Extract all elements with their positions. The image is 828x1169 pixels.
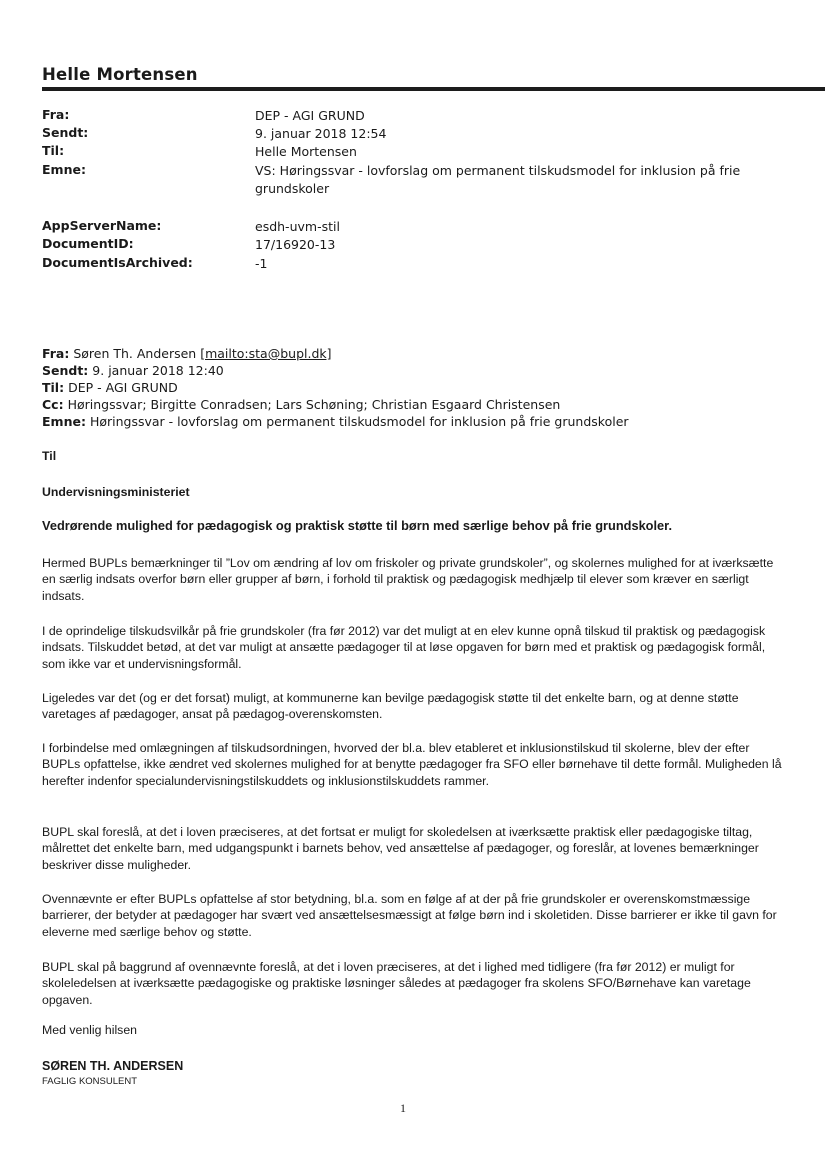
fwd-sent-line [42,362,224,379]
meta-from: DEP - AGI GRUND [255,108,365,123]
fwd-from-line [42,345,332,362]
meta-sent-label: Sendt: [42,125,89,140]
recipient: Undervisningsministeriet [42,485,190,499]
paragraph-7: BUPL skal på baggrund af ovennævnte foreslå, at det i loven præciseres, at det i lighed med tidligere (fra før 2012) er muligt for skoleledelsen at iværksætte pædagogiske og praktiske løsninger således at pædagoger fra skolens SFO/Børnehave kan varetage opgaven. [42,960,751,1007]
paragraph-1: Hermed BUPLs bemærkninger til ”Lov om ændring af lov om friskoler og private grundskoler”, og skolernes mulighed for at iværksætte en særlig indsats overfor børn eller grupper af børn, i forhold til praktisk og pædagogisk medhjælp til elever som kræver en særligt indsats. [42,556,774,603]
meta-subject-label: Emne: [42,162,86,177]
meta-archived-label: DocumentIsArchived: [42,255,193,270]
meta-archived: -1 [255,256,268,271]
meta-to: Helle Mortensen [255,144,357,159]
meta-app: esdh-uvm-stil [255,219,340,234]
fwd-cc-label: Cc: [42,397,64,412]
paragraph-3: Ligeledes var det (og er det forsat) muligt, at kommunerne kan bevilge pædagogisk støtte til det enkelte barn, og at denne støtte varetages af pædagoger, ansat på pædagog-overenskomsten. [42,691,739,722]
meta-app-label: AppServerName: [42,218,162,233]
meta-docid: 17/16920-13 [255,237,336,252]
document-owner: Helle Mortensen [42,65,198,84]
page-number: 1 [400,1101,406,1115]
fwd-to-label: Til: [42,380,65,395]
signature-name: SØREN TH. ANDERSEN [42,1059,184,1073]
signature-title: FAGLIG KONSULENT [42,1076,138,1087]
fwd-cc: Høringssvar; Birgitte Conradsen; Lars Schøning; Christian Esgaard Christensen [67,397,561,412]
fwd-cc-line [42,396,560,413]
fwd-to: DEP - AGI GRUND [68,380,178,395]
paragraph-4: I forbindelse med omlægningen af tilskudsordningen, hvorved der bl.a. blev etableret et inklusionstilskud til skolerne, blev der efter BUPLs opfattelse, ikke ændret ved skolernes mulighed for at benytte pædagoger fra SFO eller børnehave til dette formål. Muligheden lå herefter indenfor specialundervisningstilskuddets og inklusionstilskuddets rammer. [42,741,782,788]
fwd-sent: 9. januar 2018 12:40 [92,363,224,378]
meta-from-label: Fra: [42,107,70,122]
meta-docid-label: DocumentID: [42,236,134,251]
fwd-from-label: Fra: [42,346,70,361]
fwd-sent-label: Sendt: [42,363,89,378]
to-word: Til [42,449,57,463]
paragraph-5: BUPL skal foreslå, at det i loven præciseres, at det fortsat er muligt for skoledelsen at iværksætte praktisk eller pædagogiske tiltag, målrettet det enkelte barn, med udgangspunkt i barnets behov, ved ansættelse af pædagoger, og foreslår, at lovenes bemærkninger beskriver disse muligheder. [42,825,759,872]
header-rule [42,87,825,91]
paragraph-2: I de oprindelige tilskudsvilkår på frie grundskoler (fra før 2012) var det muligt at en elev kunne opnå tilskud til praktisk og pædagogisk indsats. Tilskuddet betød, at det var muligt at ansætte pædagoger til at løse opgaven for børn med et praktisk og pædagogisk formål, som ikke var et undervisningsformål. [42,624,766,671]
fwd-subject-label: Emne: [42,414,86,429]
meta-sent: 9. januar 2018 12:54 [255,126,387,141]
meta-to-label: Til: [42,143,65,158]
closing: Med venlig hilsen [42,1023,138,1037]
fwd-from: Søren Th. Andersen [73,346,197,361]
fwd-to-line [42,379,178,396]
letter-heading: Vedrørende mulighed for pædagogisk og praktisk støtte til børn med særlige behov på frie grundskoler. [42,518,673,533]
fwd-subject: Høringssvar - lovforslag om permanent tilskudsmodel for inklusion på frie grundskoler [89,414,629,429]
meta-subject: VS: Høringssvar - lovforslag om permanent tilskudsmodel for inklusion på frie grundskoler [255,163,741,196]
fwd-subject-line [42,413,629,430]
fwd-mailto-link[interactable]: [mailto:sta@bupl.dk] [200,346,332,361]
paragraph-6: Ovennævnte er efter BUPLs opfattelse af stor betydning, bl.a. som en følge af at der på frie grundskoler er overenskomstmæssige barrierer, der betyder at pædagoger har svært ved ansættelsesmæssigt at følge børn ind i skoletiden. Disse barrierer er ikke til gavn for eleverne med særlige behov og støtte. [42,892,777,939]
